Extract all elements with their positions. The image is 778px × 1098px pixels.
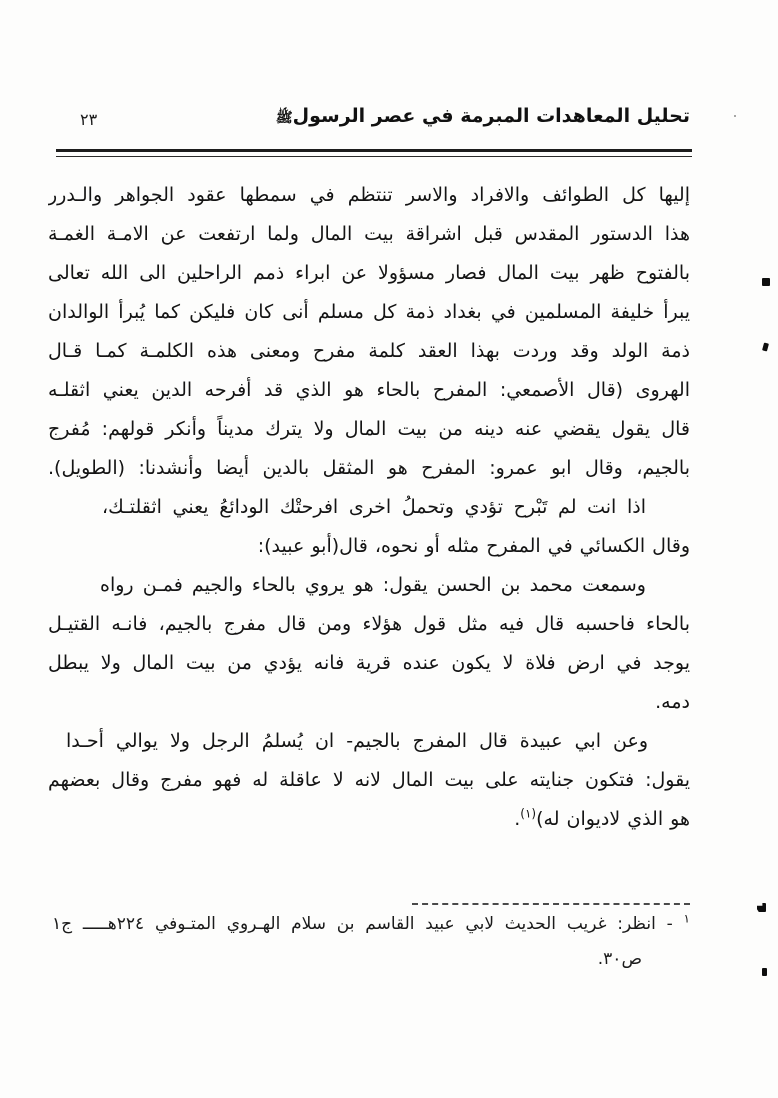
header-double-rule: [56, 149, 692, 157]
verse-line: اذا انت لم تَبْرح تؤدي وتحملُ اخرى افرحتْك الودائعُ يعني اثقلتـك،: [102, 496, 646, 518]
text-line: هذا الدستور المقدس قبل اشراقة بيت المال ولما ارتفعت عن الامـة الغمـة: [48, 223, 690, 245]
text-line: إليها كل الطوائف والافراد والاسر تنتظم في سمطها عقود الجواهر والـدرر: [48, 184, 690, 206]
footnote-ref-marker: (١): [520, 806, 537, 821]
footnote-text: - انظر: غريب الحديث لابي عبيد القاسم بن سلام الهـروي المتـوفي ٢٢٤هـــــ ج١: [52, 914, 673, 934]
scan-speck: [762, 342, 769, 351]
scan-speck: [734, 115, 736, 117]
text-line: [48, 800, 690, 839]
page-title-text: تحليل المعاهدات المبرمة في عصر الرسول: [292, 105, 690, 127]
text-line: بالفتوح ظهر بيت المال فصار مسؤولا عن ابراء ذمم الراحلين الى الله تعالى: [48, 262, 690, 284]
text-line: الهروى (قال الأصمعي: المفرح بالحاء هو الذي قد أفرحه الدين يعني اثقلـه: [48, 379, 690, 401]
text-line: قال يقول يقضي عنه دينه من بيت المال ولا يترك مديناً وأنكر قولهم: مُفرج: [48, 418, 690, 440]
text-line: وعن ابي عبيدة قال المفرج بالجيم- ان يُسلمُ الرجل ولا يوالي أحـدا: [66, 730, 648, 752]
text-line-part: .: [514, 808, 521, 830]
text-line-part: هو الذي لاديوان له): [536, 808, 690, 830]
text-line: بالجيم، وقال ابو عمرو: المفرح هو المثقل بالدين أيضا وأنشدنا: (الطويل).: [48, 457, 690, 479]
text-line: يقول: فتكون جنايته على بيت المال لانه لا عاقلة له فهو مفرج وقال بعضهم: [48, 769, 690, 791]
scan-speck: [757, 903, 766, 912]
scan-speck: [762, 968, 767, 976]
text-line: وسمعت محمد بن الحسن يقول: هو يروي بالحاء والجيم فمـن رواه: [100, 574, 646, 596]
footnote-marker: ١: [683, 911, 690, 926]
body-text: [48, 176, 690, 839]
text-line: يوجد في ارض فلاة لا يكون عنده قرية فانه يؤدي من بيت المال ولا يبطل: [48, 652, 690, 674]
scan-speck: [762, 278, 770, 286]
text-line: وقال الكسائي في المفرح مثله أو نحوه، قال(أبو عبيد):: [257, 535, 690, 557]
text-line: يبرأ خليفة المسلمين في بغداد ذمة كل مسلم أنى كان فليكن كما يُبرأ الوالدان: [48, 301, 690, 323]
footnote-page-ref: ص٣٠.: [597, 949, 642, 969]
text-line: ذمة الولد وقد وردت بهذا العقد كلمة مفرح ومعنى هذه الكلمـة كمـا قـال: [48, 340, 690, 362]
text-line: بالحاء فاحسبه قال فيه مثل قول هؤلاء ومن قال مفرج بالجيم، فانـه القتيـل: [48, 613, 690, 635]
page-number: ٢٣: [80, 110, 98, 129]
pbuh-symbol: ﷺ: [275, 110, 293, 126]
page-title: [120, 105, 690, 129]
footnote-separator: [412, 903, 690, 905]
text-line: دمه.: [655, 691, 690, 713]
footnote: [52, 909, 690, 939]
